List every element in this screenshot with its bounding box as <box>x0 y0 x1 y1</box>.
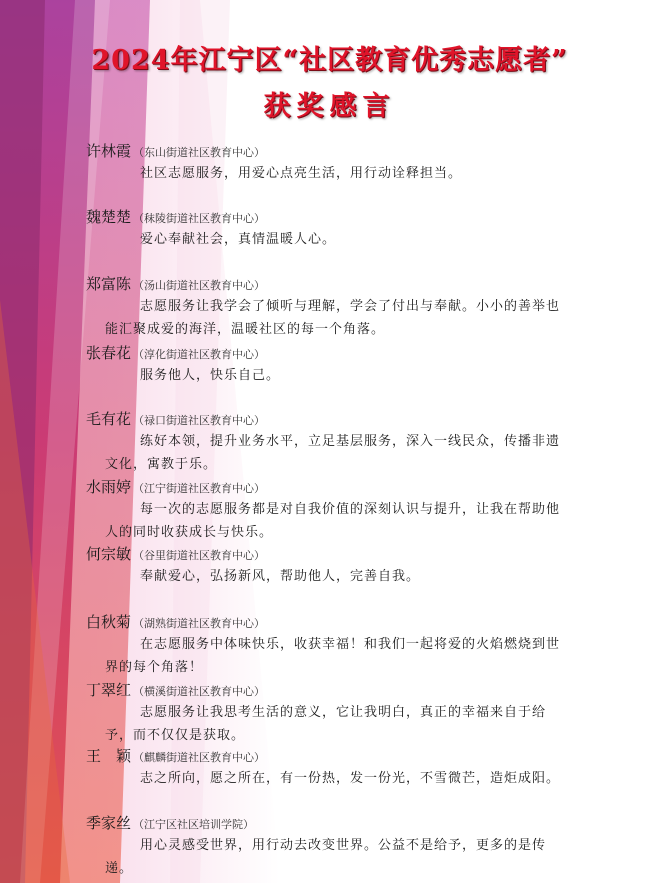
volunteer-name-row <box>86 543 265 564</box>
volunteer-name: 毛有花 <box>86 410 132 428</box>
volunteer-org: （江宁街道社区教育中心） <box>133 482 266 495</box>
volunteer-org: （汤山街道社区教育中心） <box>133 279 266 292</box>
volunteer-org: （横溪街道社区教育中心） <box>133 685 266 698</box>
volunteer-name-row <box>86 679 265 700</box>
volunteer-name-row <box>86 140 265 161</box>
volunteer-name-row <box>86 206 265 227</box>
volunteer-name-row <box>86 342 265 363</box>
volunteer-org: （淳化街道社区教育中心） <box>133 348 266 361</box>
page-subtitle: 获奖感言 <box>263 91 396 122</box>
volunteer-org: （湖熟街道社区教育中心） <box>133 617 266 630</box>
volunteer-org: （麒麟街道社区教育中心） <box>133 751 266 764</box>
volunteer-name: 何宗敏 <box>86 545 132 563</box>
volunteer-org: （谷里街道社区教育中心） <box>133 549 266 562</box>
volunteer-name-row <box>86 745 265 766</box>
volunteer-name-row <box>86 611 265 632</box>
volunteer-org: （禄口街道社区教育中心） <box>133 414 266 427</box>
volunteer-name: 水雨婷 <box>86 478 132 496</box>
volunteer-quote: 用心灵感受世界，用行动去改变世界。公益不是给予，更多的是传递。 <box>105 838 547 876</box>
volunteer-name-row <box>86 812 254 833</box>
volunteer-quote: 志愿服务让我思考生活的意义，它让我明白，真正的幸福来自于给予，而不仅仅是获取。 <box>105 705 547 743</box>
volunteer-quote: 在志愿服务中体味快乐，收获幸福！和我们一起将爱的火焰燃烧到世界的每个角落！ <box>105 637 561 675</box>
volunteer-name-row <box>86 408 265 429</box>
volunteer-org: （江宁区社区培训学院） <box>133 818 255 831</box>
volunteer-name: 魏楚楚 <box>86 208 132 226</box>
volunteer-quote: 练好本领，提升业务水平，立足基层服务，深入一线民众，传播非遗文化，寓教于乐。 <box>105 434 561 472</box>
volunteer-name-row <box>86 476 265 497</box>
volunteer-org: （东山街道社区教育中心） <box>133 146 266 159</box>
volunteer-name: 丁翠红 <box>86 681 132 699</box>
volunteer-quote: 志愿服务让我学会了倾听与理解，学会了付出与奉献。小小的善举也能汇聚成爱的海洋，温暖社区的每一个角落。 <box>105 299 561 337</box>
volunteer-quote: 每一次的志愿服务都是对自我价值的深刻认识与提升，让我在帮助他人的同时收获成长与快乐。 <box>105 502 561 540</box>
volunteer-name: 郑富陈 <box>86 275 132 293</box>
volunteer-org: （秣陵街道社区教育中心） <box>133 212 266 225</box>
volunteer-quote: 志之所向，愿之所在，有一份热，发一份光，不雪微芒，造炬成阳。 <box>140 771 561 786</box>
volunteer-quote: 奉献爱心，弘扬新风，帮助他人，完善自我。 <box>140 569 421 584</box>
volunteer-name: 王 颖 <box>86 747 132 765</box>
page-title: 2024年江宁区“社区教育优秀志愿者” <box>91 45 568 76</box>
volunteer-quote: 服务他人，快乐自己。 <box>140 368 281 383</box>
volunteer-quote: 社区志愿服务，用爱心点亮生活，用行动诠释担当。 <box>140 166 463 181</box>
volunteer-name: 许林霞 <box>86 142 132 160</box>
volunteer-name-row <box>86 273 265 294</box>
volunteer-name: 季家丝 <box>86 814 132 832</box>
volunteer-name: 白秋菊 <box>86 613 132 631</box>
volunteer-name: 张春花 <box>86 344 132 362</box>
volunteer-quote: 爱心奉献社会，真情温暖人心。 <box>140 232 337 247</box>
